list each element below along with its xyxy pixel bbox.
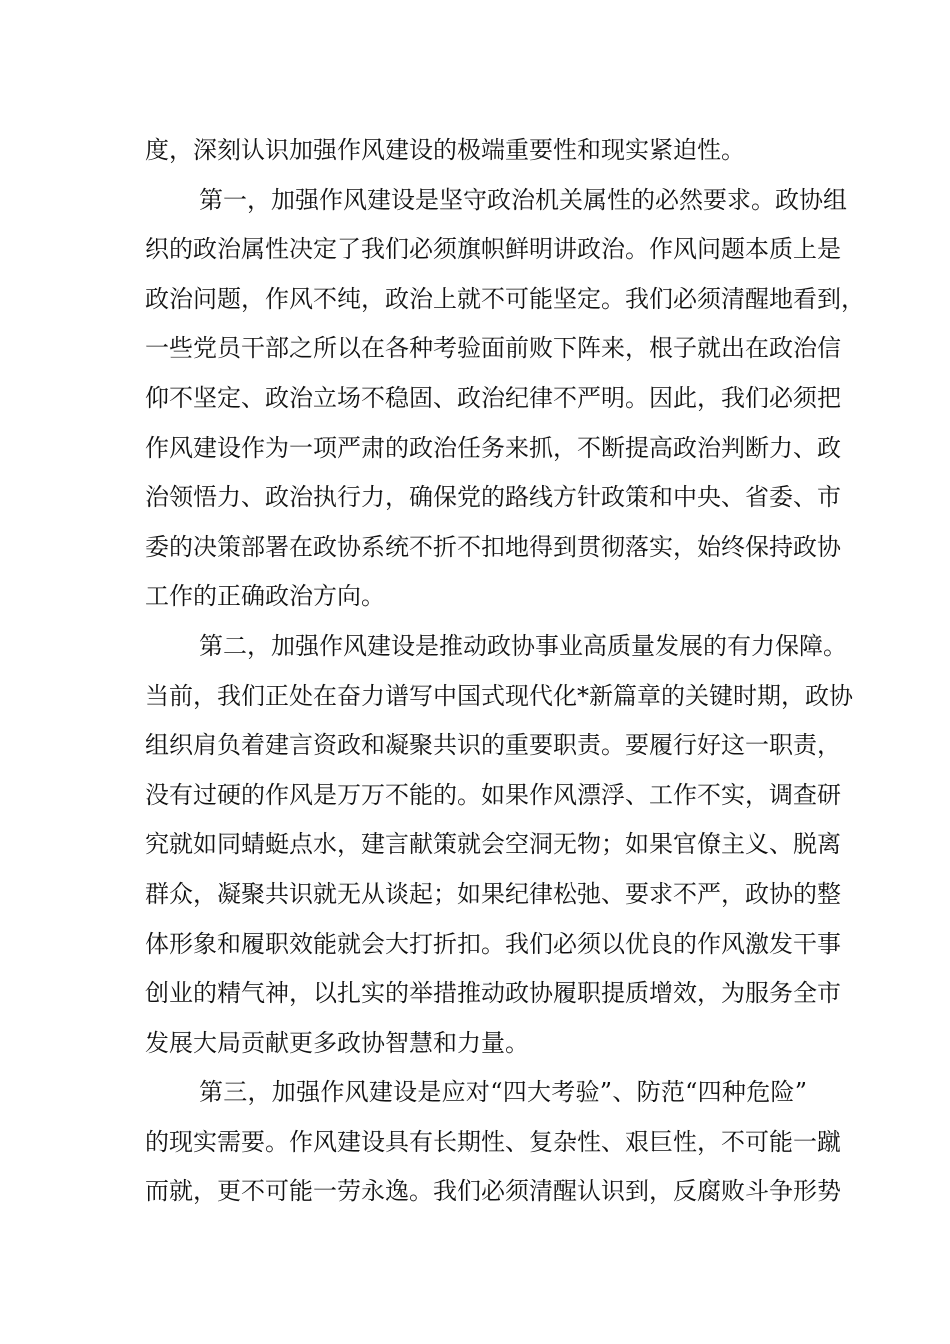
text-line: 一些党员干部之所以在各种考验面前败下阵来，根子就出在政治信 xyxy=(145,334,841,363)
text-line: 治领悟力、政治执行力，确保党的路线方针政策和中央、省委、市 xyxy=(145,483,841,512)
text-line: 仰不坚定、政治立场不稳固、政治纪律不严明。因此，我们必须把 xyxy=(145,383,841,412)
text-line: 没有过硬的作风是万万不能的。如果作风漂浮、工作不实，调查研 xyxy=(145,780,841,809)
text-line: 究就如同蜻蜓点水，建言献策就会空洞无物；如果官僚主义、脱离 xyxy=(145,830,841,859)
text-line: 创业的精气神，以扎实的举措推动政协履职提质增效，为服务全市 xyxy=(145,979,841,1008)
text-line: 发展大局贡献更多政协智慧和力量。 xyxy=(145,1028,529,1057)
text-line: 体形象和履职效能就会大打折扣。我们必须以优良的作风激发干事 xyxy=(145,929,841,958)
text-line: 而就，更不可能一劳永逸。我们必须清醒认识到，反腐败斗争形势 xyxy=(145,1177,841,1206)
text-line: 作风建设作为一项严肃的政治任务来抓，不断提高政治判断力、政 xyxy=(145,433,841,462)
text-line: 度，深刻认识加强作风建设的极端重要性和现实紧迫性。 xyxy=(145,136,745,164)
text-line: 委的决策部署在政协系统不折不扣地得到贯彻落实，始终保持政协 xyxy=(145,532,841,561)
text-line: 第三，加强作风建设是应对“四大考验”、防范“四种危险” xyxy=(199,1078,807,1107)
document-body xyxy=(145,130,865,1221)
text-line: 织的政治属性决定了我们必须旗帜鲜明讲政治。作风问题本质上是 xyxy=(145,235,841,264)
text-line: 工作的正确政治方向。 xyxy=(145,582,385,611)
text-line: 第一，加强作风建设是坚守政治机关属性的必然要求。政协组 xyxy=(199,185,847,214)
text-line: 群众，凝聚共识就无从谈起；如果纪律松弛、要求不严，政协的整 xyxy=(145,879,841,908)
text-line: 的现实需要。作风建设具有长期性、复杂性、艰巨性，不可能一蹴 xyxy=(145,1127,841,1156)
text-line: 政治问题，作风不纯，政治上就不可能坚定。我们必须清醒地看到， xyxy=(145,284,865,313)
text-line: 当前，我们正处在奋力谱写中国式现代化*新篇章的关键时期，政协 xyxy=(145,681,853,710)
text-line: 组织肩负着建言资政和凝聚共识的重要职责。要履行好这一职责， xyxy=(145,731,841,760)
text-line: 第二，加强作风建设是推动政协事业高质量发展的有力保障。 xyxy=(199,631,847,660)
